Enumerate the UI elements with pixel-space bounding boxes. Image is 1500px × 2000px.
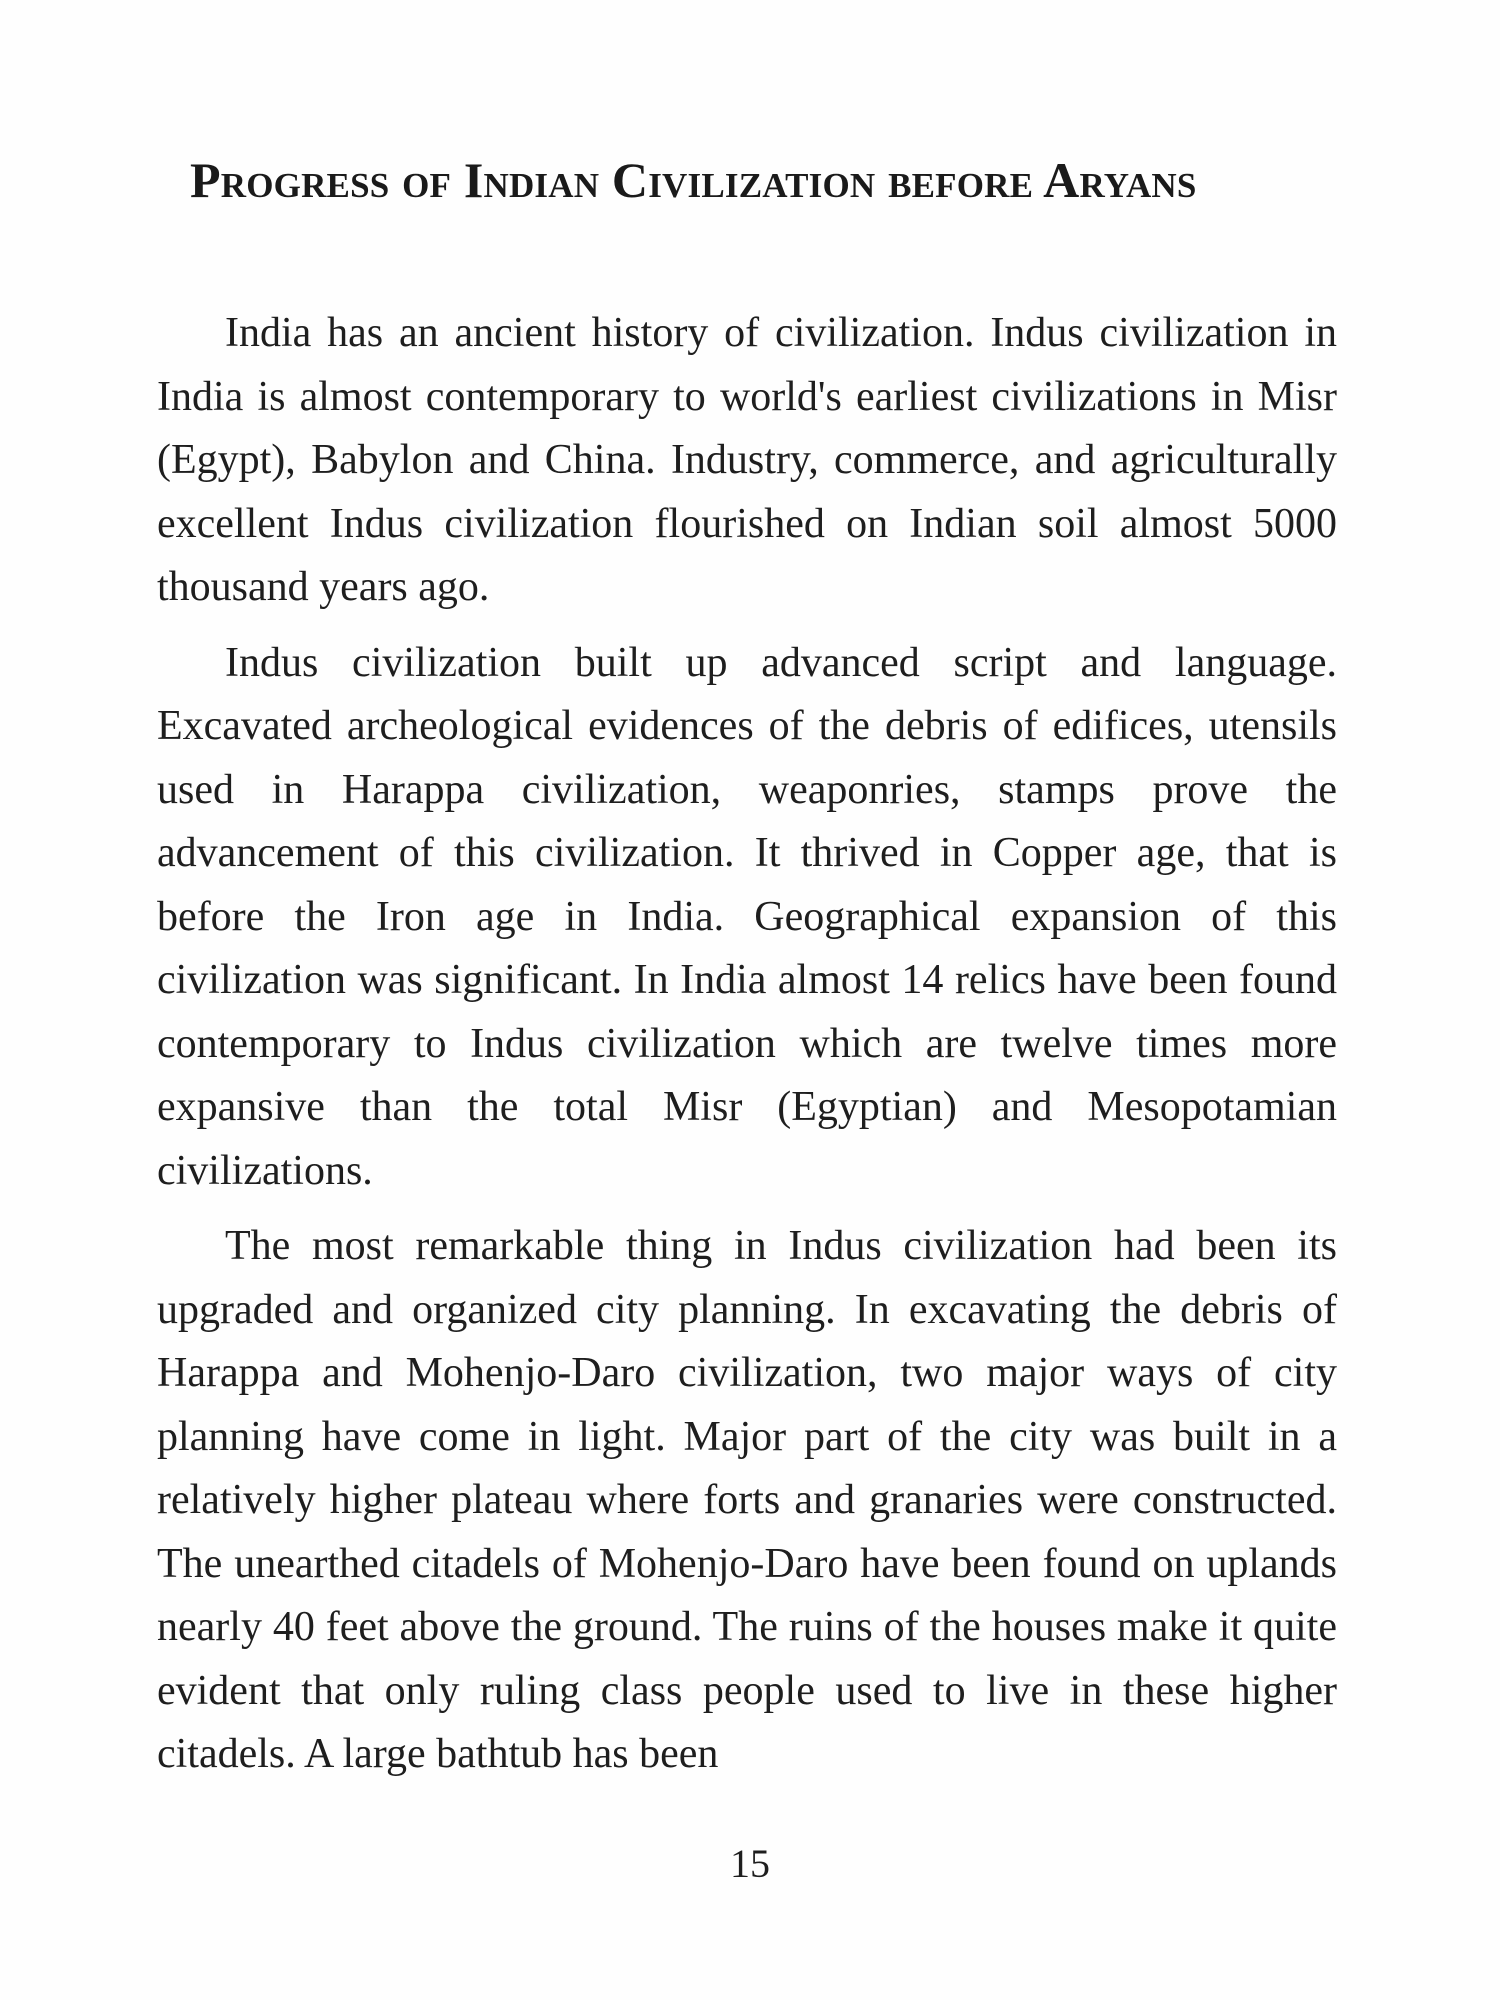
chapter-heading: Progress of Indian Civilization before Aryans [190, 152, 1197, 208]
page-number: 15 [730, 1841, 770, 1886]
paragraph-3: The most remarkable thing in Indus civilization had been its upgraded and organized city planning. In excavating the debris of Harappa and Mohenjo-Daro civilization, two major ways of city planning have come in light. Major part of the city was built in a relatively higher plateau where forts and granaries were constructed. The unearthed citadels of Mohenjo-Daro have been found on uplands nearly 40 feet above the ground. The ruins of the houses make it quite evident that only ruling class people used to live in these higher citadels. A large bathtub has been [157, 1223, 1337, 1777]
paragraph-2: Indus civilization built up advanced script and language. Excavated archeological evidences of the debris of edifices, utensils used in Harappa civilization, weaponries, stamps prove the advancement of this civilization. It thrived in Copper age, that is before the Iron age in India. Geographical expansion of this civilization was significant. In India almost 14 relics have been found contemporary to Indus civilization which are twelve times more expansive than the total Misr (Egyptian) and Mesopotamian civilizations. [157, 639, 1337, 1194]
paragraph-1: India has an ancient history of civilization. Indus civilization in India is almost contemporary to world's earliest civilizations in Misr (Egypt), Babylon and China. Industry, commerce, and agriculturally excellent Indus civilization flourished on Indian soil almost 5000 thousand years ago. [157, 310, 1337, 610]
body-text [157, 302, 1337, 1799]
